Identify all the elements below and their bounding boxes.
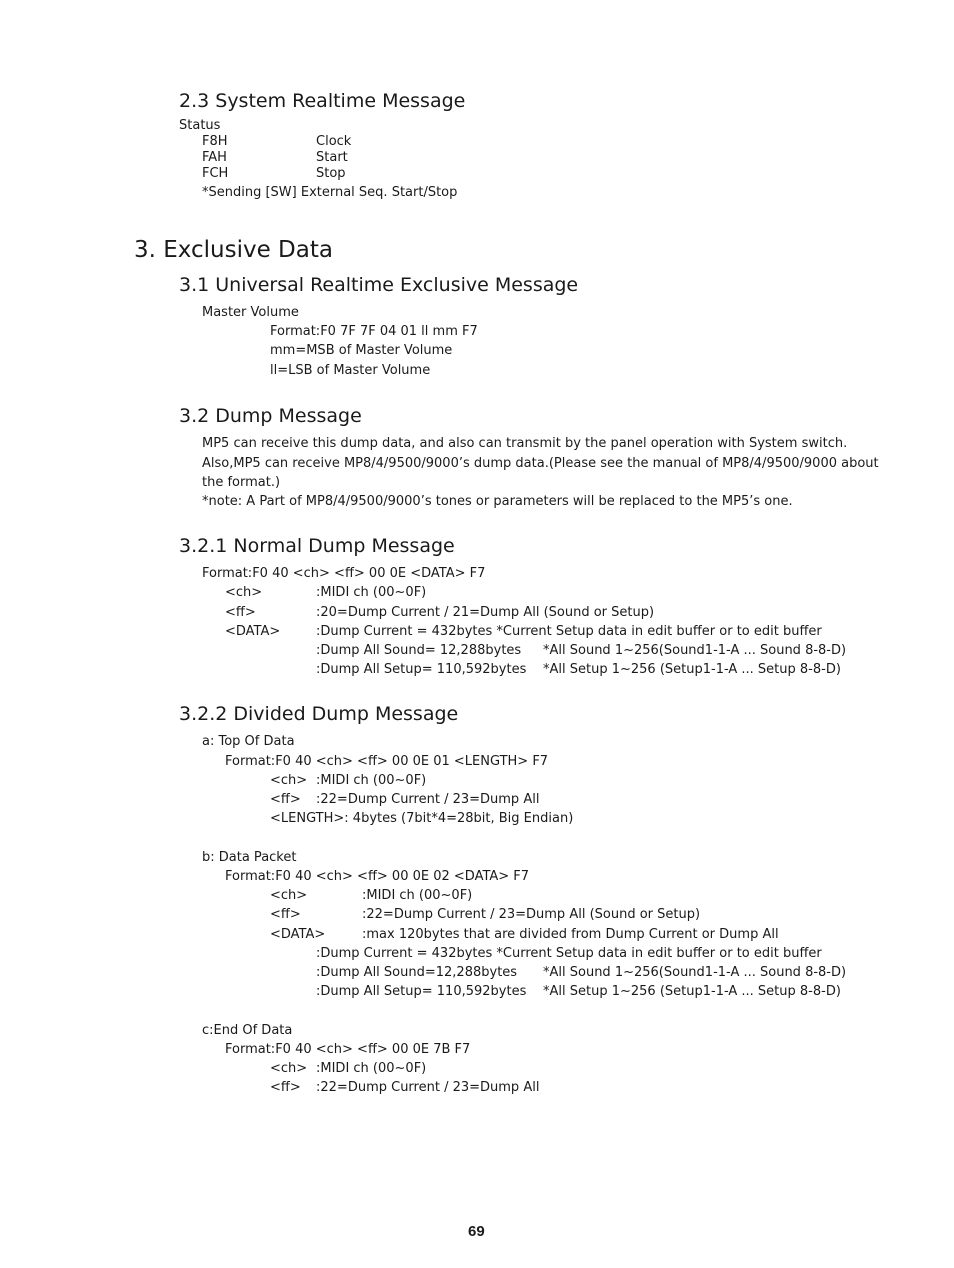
dump-range: *All Setup 1~256 (Setup1-1-A ... Setup 8-8-D)	[543, 662, 841, 677]
section-3-heading: 3. Exclusive Data	[134, 237, 333, 263]
top-of-data-label: a: Top Of Data	[202, 734, 295, 749]
data-packet-label: b: Data Packet	[202, 850, 297, 865]
status-name: Start	[316, 150, 348, 165]
param-key: <ch>	[270, 773, 308, 788]
page-number: 69	[468, 1223, 485, 1240]
status-code: F8H	[202, 134, 228, 149]
dump-paragraph-line: Also,MP5 can receive MP8/4/9500/9000’s dump data.(Please see the manual of MP8/4/9500/9000 about	[202, 456, 879, 471]
normal-dump-format: Format:F0 40 <ch> <ff> 00 0E <DATA> F7	[202, 566, 486, 581]
end-of-data-label: c:End Of Data	[202, 1023, 293, 1038]
dump-current: :Dump Current = 432bytes *Current Setup data in edit buffer or to edit buffer	[316, 946, 822, 961]
param-key: <ff>	[270, 1080, 301, 1095]
param-value: :Dump Current = 432bytes *Current Setup data in edit buffer or to edit buffer	[316, 624, 822, 639]
length-param: <LENGTH>: 4bytes (7bit*4=28bit, Big Endian)	[270, 811, 574, 826]
param-key: <DATA>	[270, 927, 326, 942]
dump-paragraph-line: MP5 can receive this dump data, and also can transmit by the panel operation with System switch.	[202, 436, 848, 451]
dump-size: :Dump All Setup= 110,592bytes	[316, 662, 527, 677]
status-name: Clock	[316, 134, 352, 149]
end-of-data-format: Format:F0 40 <ch> <ff> 00 0E 7B F7	[225, 1042, 471, 1057]
dump-range: *All Setup 1~256 (Setup1-1-A ... Setup 8-8-D)	[543, 984, 841, 999]
param-value: :20=Dump Current / 21=Dump All (Sound or Setup)	[316, 605, 655, 620]
status-note: *Sending [SW] External Seq. Start/Stop	[202, 185, 458, 200]
dump-range: *All Sound 1~256(Sound1-1-A ... Sound 8-8-D)	[543, 643, 847, 658]
section-3-2-1-heading: 3.2.1 Normal Dump Message	[179, 535, 455, 557]
top-of-data-format: Format:F0 40 <ch> <ff> 00 0E 01 <LENGTH> F7	[225, 754, 549, 769]
param-key: <ch>	[270, 888, 308, 903]
param-value: :MIDI ch (00~0F)	[316, 773, 427, 788]
param-value: :MIDI ch (00~0F)	[316, 585, 427, 600]
master-volume-label: Master Volume	[202, 305, 299, 320]
param-value: :MIDI ch (00~0F)	[316, 1061, 427, 1076]
dump-size: :Dump All Sound=12,288bytes	[316, 965, 518, 980]
dump-range: *All Sound 1~256(Sound1-1-A ... Sound 8-8-D)	[543, 965, 847, 980]
dump-paragraph-line: the format.)	[202, 475, 281, 490]
master-volume-lsb: ll=LSB of Master Volume	[270, 363, 431, 378]
status-label: Status	[179, 118, 221, 133]
data-packet-format: Format:F0 40 <ch> <ff> 00 0E 02 <DATA> F7	[225, 869, 530, 884]
dump-note: *note: A Part of MP8/4/9500/9000’s tones or parameters will be replaced to the MP5’s one.	[202, 494, 793, 509]
param-value: :22=Dump Current / 23=Dump All (Sound or Setup)	[362, 907, 701, 922]
dump-size: :Dump All Setup= 110,592bytes	[316, 984, 527, 999]
param-key: <DATA>	[225, 624, 281, 639]
dump-size: :Dump All Sound= 12,288bytes	[316, 643, 522, 658]
param-value: :22=Dump Current / 23=Dump All	[316, 792, 540, 807]
master-volume-format: Format:F0 7F 7F 04 01 ll mm F7	[270, 324, 478, 339]
master-volume-msb: mm=MSB of Master Volume	[270, 343, 453, 358]
section-2-3-heading: 2.3 System Realtime Message	[179, 90, 466, 112]
status-name: Stop	[316, 166, 346, 181]
status-code: FAH	[202, 150, 227, 165]
param-key: <ch>	[270, 1061, 308, 1076]
status-code: FCH	[202, 166, 229, 181]
param-key: <ch>	[225, 585, 263, 600]
param-value: :MIDI ch (00~0F)	[362, 888, 473, 903]
param-key: <ff>	[225, 605, 256, 620]
section-3-2-heading: 3.2 Dump Message	[179, 405, 362, 427]
param-key: <ff>	[270, 907, 301, 922]
section-3-2-2-heading: 3.2.2 Divided Dump Message	[179, 703, 459, 725]
section-3-1-heading: 3.1 Universal Realtime Exclusive Message	[179, 274, 579, 296]
param-key: <ff>	[270, 792, 301, 807]
param-value: :max 120bytes that are divided from Dump Current or Dump All	[362, 927, 779, 942]
param-value: :22=Dump Current / 23=Dump All	[316, 1080, 540, 1095]
